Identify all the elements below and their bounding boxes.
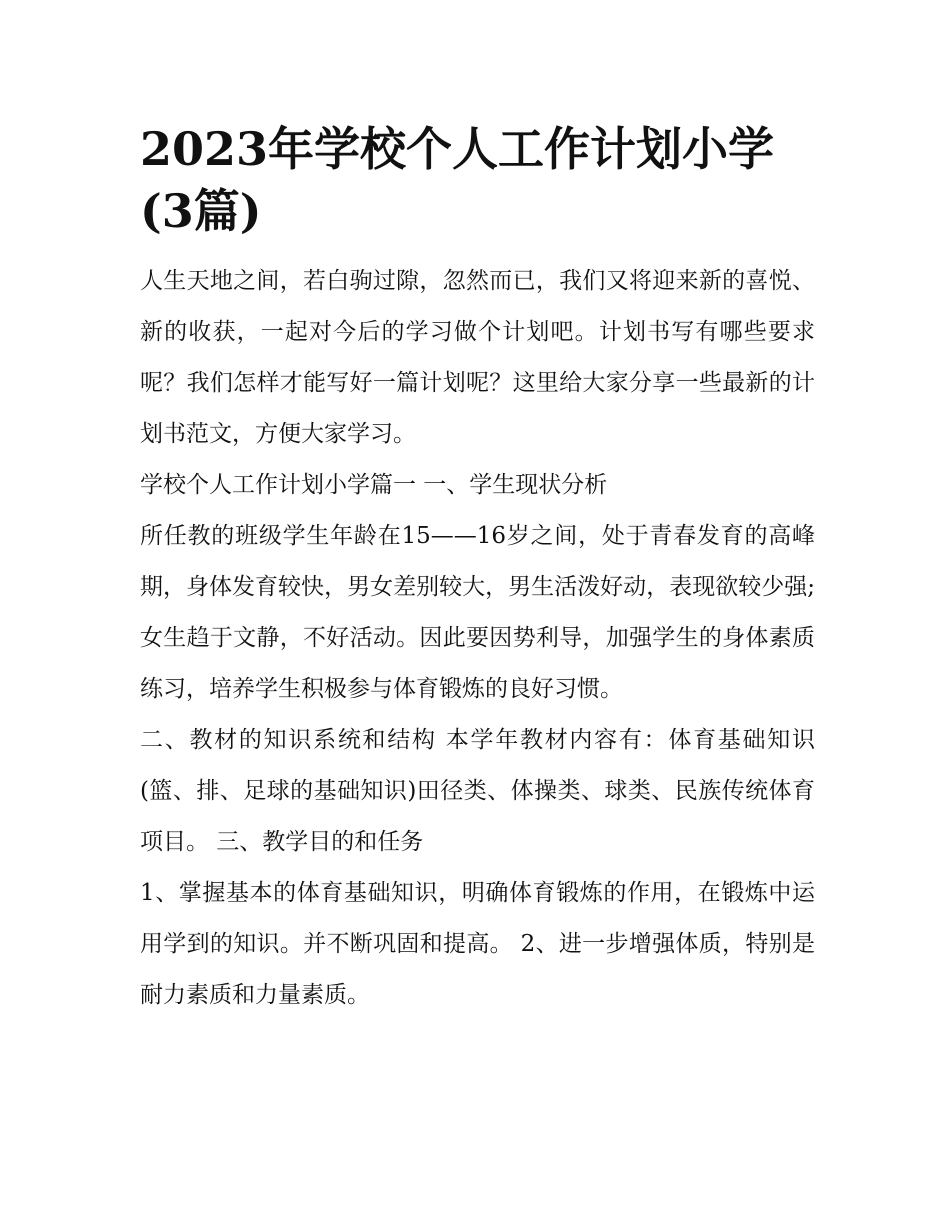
- paragraph-textbook-structure: 二、教材的知识系统和结构 本学年教材内容有：体育基础知识(篮、排、足球的基础知识)田径类、体操类、球类、民族传统体育项目。 三、教学目的和任务: [140, 727, 815, 855]
- paragraph-section-heading: 学校个人工作计划小学篇一 一、学生现状分析: [140, 472, 608, 498]
- paragraph-teaching-goals: 1、掌握基本的体育基础知识，明确体育锻炼的作用，在锻炼中运用学到的知识。并不断巩固和提高。 2、进一步增强体质，特别是耐力素质和力量素质。: [140, 880, 815, 1008]
- paragraph-intro: 人生天地之间，若白驹过隙，忽然而已，我们又将迎来新的喜悦、新的收获，一起对今后的学习做个计划吧。计划书写有哪些要求呢？我们怎样才能写好一篇计划呢？这里给大家分享一些最新的计划书范文，方便大家学习。: [140, 268, 815, 447]
- paragraph-student-analysis: 所任教的班级学生年龄在15——16岁之间，处于青春发育的高峰期，身体发育较快，男女差别较大，男生活泼好动，表现欲较少强;女生趋于文静，不好活动。因此要因势利导，加强学生的身体素质练习，培养学生积极参与体育锻炼的良好习惯。: [140, 523, 815, 702]
- document-page: [140, 118, 815, 1021]
- document-title: 2023年学校个人工作计划小学(3篇): [140, 122, 775, 238]
